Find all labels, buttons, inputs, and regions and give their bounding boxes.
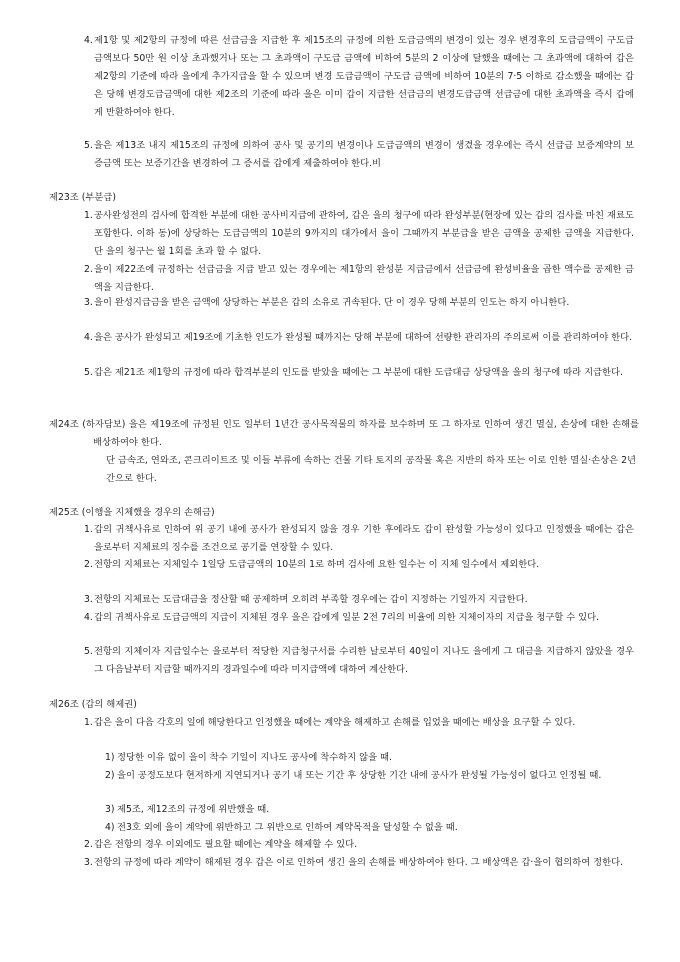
item-number: 3. <box>84 594 93 605</box>
sub-item-text: 정당한 이유 없이 을이 착수 기일이 지나도 공사에 착수하지 않을 때. <box>117 752 392 763</box>
item-text: 전항의 지체료는 도급대금을 정산할 때 공제하며 오히려 부족할 경우에는 갑이 지정하는 기일까지 지급한다. <box>94 594 528 605</box>
item-number: 4. <box>84 612 93 623</box>
item-number: 1. <box>84 717 93 728</box>
item-text: 갑의 귀책사유로 인하여 위 공기 내에 공사가 완성되지 않을 경우 기한 후에라도 갑이 완성할 가능성이 있다고 인정했을 때에는 갑은 을로부터 지체료의 징수를 조건으로 공기를 연장할 수 있다. <box>94 524 634 553</box>
list-item <box>84 137 634 173</box>
item-text: 을은 공사가 완성되고 제19조에 기초한 인도가 완성될 때까지는 당해 부분에 대하여 선량한 관리자의 주의로써 이를 관리하여야 한다. <box>94 332 633 343</box>
item-number: 3. <box>84 297 93 308</box>
sub-list-item <box>105 801 632 819</box>
item-number: 2. <box>84 559 93 570</box>
item-text: 갑은 전항의 경우 이외에도 필요할 때에는 계약을 해제할 수 있다. <box>94 839 358 850</box>
sub-item-number: 4) <box>105 822 115 833</box>
list-item <box>84 643 634 679</box>
item-text: 전항의 지체료는 지체일수 1일당 도급금액의 10분의 1로 하며 검사에 요한 일수는 이 지체 일수에서 제외한다. <box>94 559 540 570</box>
item-text: 을이 제22조에 규정하는 선급금을 지급 받고 있는 경우에는 제1항의 완성분 지급금에서 선급금에 완성비율을 곱한 액수를 공제한 금액을 지급한다. <box>94 264 634 293</box>
item-text: 제1항 및 제2항의 규정에 따른 선급금을 지급한 후 제15조의 규정에 의한 도급금액의 변경이 있는 경우 변경후의 도급금액이 구도급 금액보다 50만 원 이상 초과했거나 또는 그 초과액이 구도급 금액에 비하여 5분의 2 이상에 달했을 때에는 그 초과액에 대하여 갑은 제2항의 기준에 따라 을에게 추가지급을 할 수 있으며 변경 도급금액이 구도급 금액에 비하여 10분의 7·5 이하로 감소했을 때에는 갑은 당해 변경도급금액에 대한 제2조의 기준에 따라 을은 이미 갑이 지급한 선급금의 변경도급금액 선급금에 대한 초과액을 즉시 갑에게 반환하여야 한다. <box>94 35 634 118</box>
sub-list-item <box>105 819 632 837</box>
list-item <box>84 294 634 312</box>
item-text: 전항의 지체이자 지급일수는 을로부터 적당한 지급청구서를 수리한 날로부터 40일이 지나도 을에게 그 대금을 지급하지 않았을 경우 그 다음날부터 지급할 때까지의 경과일수에 따라 미지급액에 대하여 계산한다. <box>94 646 634 675</box>
article-24-body: 제24조 (하자담보) 을은 제19조에 규정된 인도 일부터 1년간 공사목적물의 하자를 보수하며 또 그 하자로 인하여 생긴 멸실, 손상에 대한 손해를 배상하여야 한다. <box>49 419 639 448</box>
item-text: 갑은 을이 다음 각호의 일에 해당한다고 인정했을 때에는 계약을 해제하고 손해를 입었을 때에는 배상을 요구할 수 있다. <box>94 717 576 728</box>
list-item <box>84 714 634 732</box>
list-item <box>84 261 634 297</box>
article-23-title: 제23조 (부분급) <box>49 192 116 203</box>
list-item <box>84 836 634 854</box>
list-item <box>84 207 634 261</box>
sub-list-item <box>105 767 632 785</box>
sub-item-number: 3) <box>105 804 115 815</box>
list-item <box>84 854 634 872</box>
item-text: 을이 완성지급금을 받은 금액에 상당하는 부분은 갑의 소유로 귀속된다. 단 이 경우 당해 부분의 인도는 하지 아니한다. <box>94 297 570 308</box>
item-text: 전항의 규정에 따라 계약이 해제된 경우 갑은 이로 인하여 생긴 을의 손해를 배상하여야 한다. 그 배상액은 갑·을이 협의하여 정한다. <box>94 857 624 868</box>
item-number: 1. <box>84 524 93 535</box>
sub-item-number: 2) <box>105 770 115 781</box>
item-number: 3. <box>84 857 93 868</box>
sub-item-text: 제5조, 제12조의 규정에 위반했을 때. <box>117 804 270 815</box>
item-number: 2. <box>84 839 93 850</box>
list-item <box>84 329 634 347</box>
sub-item-number: 1) <box>105 752 115 763</box>
list-item <box>84 556 634 574</box>
list-item <box>84 364 634 382</box>
item-text: 갑의 귀책사유로 도급금액의 지급이 지체된 경우 을은 갑에게 일분 2전 7리의 비율에 의한 지체이자의 지급을 청구할 수 있다. <box>94 612 600 623</box>
article-24-text <box>49 416 639 452</box>
item-number: 1. <box>84 210 93 221</box>
item-number: 2. <box>84 264 93 275</box>
item-number: 4. <box>84 332 93 343</box>
item-text: 갑은 제21조 제1항의 규정에 따라 합격부분의 인도를 받았을 때에는 그 부분에 대한 도급대금 상당액을 을의 청구에 따라 지급한다. <box>94 367 623 378</box>
sub-list-item <box>105 749 632 767</box>
item-number: 5. <box>84 646 93 657</box>
item-text: 을은 제13조 내지 제15조의 규정에 의하여 공사 및 공기의 변경이나 도급금액의 변경이 생겼을 경우에는 즉시 선급금 보증계약의 보증금액 또는 보증기간을 변경하여 그 증서를 갑에게 제출하여야 한다.비 <box>94 140 634 169</box>
article-26-title: 제26조 (갑의 해제권) <box>49 699 137 710</box>
list-item <box>84 609 634 627</box>
article-24-note: 단 금속조, 연와조, 콘크리이트조 및 이들 부류에 속하는 건물 기타 토지의 공작물 혹은 지반의 하자 또는 이로 인한 멸실·손상은 2년간으로 한다. <box>106 455 636 484</box>
list-item <box>84 32 634 122</box>
list-item <box>84 591 634 609</box>
item-number: 5. <box>84 367 93 378</box>
article-25-title: 제25조 (이행을 지체했을 경우의 손해금) <box>49 507 215 518</box>
list-item <box>84 521 634 557</box>
item-number: 5. <box>84 140 93 151</box>
sub-item-text: 전3호 외에 을이 계약에 위반하고 그 위반으로 인하여 계약목적을 달성할 수 없을 때. <box>117 822 458 833</box>
sub-item-text: 을이 공정도보다 현저하게 지연되거나 공기 내 또는 기간 후 상당한 기간 내에 공사가 완성될 가능성이 없다고 인정될 때. <box>117 770 602 781</box>
item-text: 공사완성전의 검사에 합격한 부분에 대한 공사비지급에 관하여, 갑은 을의 청구에 따라 완성부분(현장에 있는 갑의 검사를 마친 재료도 포함한다. 이하 동)에 상당하는 도급금액의 10분의 9까지의 대가에서 을이 그때까지 부분급을 받은 금액을 공제한 금액을 지급한다. 단 을의 청구는 월 1회를 초과 할 수 없다. <box>94 210 634 257</box>
item-number: 4. <box>84 35 93 46</box>
